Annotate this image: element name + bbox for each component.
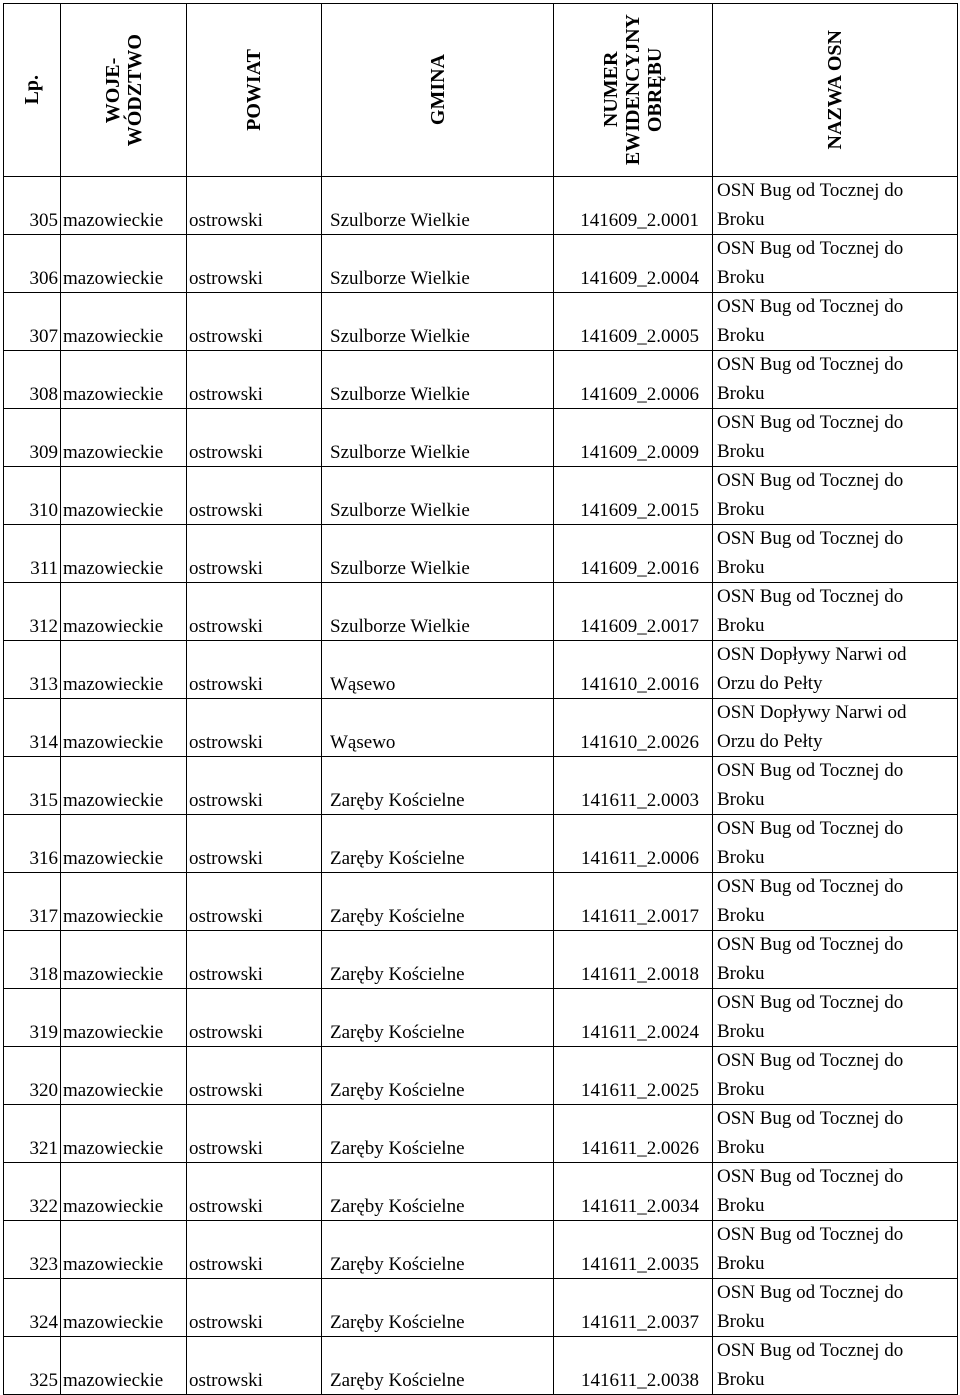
- cell-lp: 314: [4, 699, 61, 757]
- osn-name-line-1: OSN Bug od Tocznej do: [717, 934, 904, 955]
- cell-numer-ewidencyjny: 141611_2.0025: [554, 1047, 713, 1105]
- cell-powiat: ostrowski: [187, 931, 322, 989]
- cell-wojewodztwo: mazowieckie: [61, 235, 187, 293]
- cell-gmina: Szulborze Wielkie: [322, 293, 554, 351]
- cell-numer-ewidencyjny: 141610_2.0016: [554, 641, 713, 699]
- cell-gmina: Szulborze Wielkie: [322, 177, 554, 235]
- cell-nazwa-osn: [713, 989, 958, 1047]
- cell-numer-ewidencyjny: 141609_2.0015: [554, 467, 713, 525]
- cell-numer-ewidencyjny: 141609_2.0006: [554, 351, 713, 409]
- table-row: [4, 409, 958, 467]
- osn-name-line-2: Broku: [717, 498, 765, 520]
- table-row: [4, 641, 958, 699]
- cell-wojewodztwo: mazowieckie: [61, 873, 187, 931]
- header-lp-label: Lp.: [21, 75, 43, 105]
- cell-nazwa-osn: [713, 1163, 958, 1221]
- cell-gmina: Zaręby Kościelne: [322, 873, 554, 931]
- cell-numer-ewidencyjny: 141611_2.0018: [554, 931, 713, 989]
- cell-lp: 305: [4, 177, 61, 235]
- cell-powiat: ostrowski: [187, 1047, 322, 1105]
- cell-powiat: ostrowski: [187, 177, 322, 235]
- cell-gmina: Zaręby Kościelne: [322, 757, 554, 815]
- cell-lp: 310: [4, 467, 61, 525]
- table-row: [4, 351, 958, 409]
- cell-nazwa-osn: [713, 757, 958, 815]
- cell-lp: 311: [4, 525, 61, 583]
- header-gmina: [322, 4, 554, 177]
- cell-numer-ewidencyjny: 141610_2.0026: [554, 699, 713, 757]
- cell-gmina: Zaręby Kościelne: [322, 989, 554, 1047]
- cell-lp: 322: [4, 1163, 61, 1221]
- osn-name-line-2: Broku: [717, 962, 765, 984]
- table-row: [4, 1279, 958, 1337]
- cell-gmina: Szulborze Wielkie: [322, 467, 554, 525]
- cell-powiat: ostrowski: [187, 1105, 322, 1163]
- cell-lp: 307: [4, 293, 61, 351]
- osn-name-line-1: OSN Bug od Tocznej do: [717, 528, 904, 549]
- cell-wojewodztwo: mazowieckie: [61, 1337, 187, 1395]
- osn-name-line-1: OSN Dopływy Narwi od: [717, 702, 907, 723]
- osn-name-line-1: OSN Bug od Tocznej do: [717, 760, 904, 781]
- cell-powiat: ostrowski: [187, 1221, 322, 1279]
- cell-wojewodztwo: mazowieckie: [61, 757, 187, 815]
- cell-nazwa-osn: [713, 641, 958, 699]
- cell-nazwa-osn: [713, 467, 958, 525]
- cell-wojewodztwo: mazowieckie: [61, 1279, 187, 1337]
- header-powiat: [187, 4, 322, 177]
- cell-powiat: ostrowski: [187, 583, 322, 641]
- table-row: [4, 583, 958, 641]
- cell-nazwa-osn: [713, 873, 958, 931]
- osn-name-line-1: OSN Bug od Tocznej do: [717, 1050, 904, 1071]
- cell-numer-ewidencyjny: 141609_2.0001: [554, 177, 713, 235]
- cell-nazwa-osn: [713, 699, 958, 757]
- osn-table: [3, 3, 958, 1395]
- cell-powiat: ostrowski: [187, 641, 322, 699]
- osn-name-line-1: OSN Bug od Tocznej do: [717, 1108, 904, 1129]
- table-row: [4, 815, 958, 873]
- cell-gmina: Zaręby Kościelne: [322, 1221, 554, 1279]
- cell-wojewodztwo: mazowieckie: [61, 931, 187, 989]
- osn-name-line-2: Broku: [717, 1194, 765, 1216]
- cell-gmina: Zaręby Kościelne: [322, 1279, 554, 1337]
- table-row: [4, 177, 958, 235]
- cell-lp: 309: [4, 409, 61, 467]
- cell-numer-ewidencyjny: 141611_2.0026: [554, 1105, 713, 1163]
- cell-powiat: ostrowski: [187, 467, 322, 525]
- osn-name-line-2: Broku: [717, 788, 765, 810]
- cell-powiat: ostrowski: [187, 409, 322, 467]
- cell-wojewodztwo: mazowieckie: [61, 641, 187, 699]
- header-wojewodztwo-label: WOJE- WÓDZTWO: [101, 33, 146, 147]
- header-numer-label: NUMER EWIDENCYJNY OBRĘBU: [600, 14, 666, 166]
- cell-gmina: Zaręby Kościelne: [322, 1047, 554, 1105]
- cell-powiat: ostrowski: [187, 873, 322, 931]
- cell-nazwa-osn: [713, 1279, 958, 1337]
- cell-lp: 313: [4, 641, 61, 699]
- cell-lp: 306: [4, 235, 61, 293]
- cell-lp: 319: [4, 989, 61, 1047]
- osn-name-line-1: OSN Bug od Tocznej do: [717, 1166, 904, 1187]
- cell-nazwa-osn: [713, 235, 958, 293]
- cell-gmina: Wąsewo: [322, 699, 554, 757]
- cell-wojewodztwo: mazowieckie: [61, 351, 187, 409]
- osn-name-line-1: OSN Bug od Tocznej do: [717, 818, 904, 839]
- table-row: [4, 989, 958, 1047]
- osn-name-line-1: OSN Bug od Tocznej do: [717, 876, 904, 897]
- table-row: [4, 293, 958, 351]
- cell-powiat: ostrowski: [187, 1337, 322, 1395]
- cell-numer-ewidencyjny: 141609_2.0009: [554, 409, 713, 467]
- cell-nazwa-osn: [713, 815, 958, 873]
- cell-powiat: ostrowski: [187, 757, 322, 815]
- cell-powiat: ostrowski: [187, 1279, 322, 1337]
- osn-name-line-1: OSN Bug od Tocznej do: [717, 992, 904, 1013]
- cell-powiat: ostrowski: [187, 815, 322, 873]
- osn-name-line-1: OSN Bug od Tocznej do: [717, 1340, 904, 1361]
- osn-name-line-2: Broku: [717, 1078, 765, 1100]
- table-body: [4, 177, 958, 1395]
- osn-name-line-2: Broku: [717, 208, 765, 230]
- cell-gmina: Zaręby Kościelne: [322, 815, 554, 873]
- cell-gmina: Szulborze Wielkie: [322, 235, 554, 293]
- header-numer: [554, 4, 713, 177]
- cell-numer-ewidencyjny: 141609_2.0005: [554, 293, 713, 351]
- cell-numer-ewidencyjny: 141611_2.0017: [554, 873, 713, 931]
- cell-nazwa-osn: [713, 1337, 958, 1395]
- cell-wojewodztwo: mazowieckie: [61, 525, 187, 583]
- osn-name-line-1: OSN Dopływy Narwi od: [717, 644, 907, 665]
- osn-name-line-1: OSN Bug od Tocznej do: [717, 1224, 904, 1245]
- table-row: [4, 1105, 958, 1163]
- cell-lp: 317: [4, 873, 61, 931]
- cell-lp: 308: [4, 351, 61, 409]
- header-wojewodztwo: [61, 4, 187, 177]
- cell-gmina: Szulborze Wielkie: [322, 409, 554, 467]
- cell-numer-ewidencyjny: 141611_2.0024: [554, 989, 713, 1047]
- table-row: [4, 1337, 958, 1395]
- cell-lp: 320: [4, 1047, 61, 1105]
- cell-wojewodztwo: mazowieckie: [61, 177, 187, 235]
- osn-name-line-2: Broku: [717, 324, 765, 346]
- osn-name-line-1: OSN Bug od Tocznej do: [717, 412, 904, 433]
- cell-wojewodztwo: mazowieckie: [61, 1221, 187, 1279]
- cell-wojewodztwo: mazowieckie: [61, 815, 187, 873]
- table-row: [4, 757, 958, 815]
- cell-powiat: ostrowski: [187, 351, 322, 409]
- table-row: [4, 1221, 958, 1279]
- cell-numer-ewidencyjny: 141611_2.0034: [554, 1163, 713, 1221]
- osn-name-line-2: Broku: [717, 556, 765, 578]
- header-row: [4, 4, 958, 177]
- osn-name-line-2: Orzu do Pełty: [717, 730, 823, 752]
- cell-numer-ewidencyjny: 141611_2.0035: [554, 1221, 713, 1279]
- cell-nazwa-osn: [713, 931, 958, 989]
- osn-name-line-1: OSN Bug od Tocznej do: [717, 180, 904, 201]
- cell-lp: 323: [4, 1221, 61, 1279]
- cell-nazwa-osn: [713, 525, 958, 583]
- cell-gmina: Zaręby Kościelne: [322, 931, 554, 989]
- cell-nazwa-osn: [713, 583, 958, 641]
- cell-wojewodztwo: mazowieckie: [61, 1105, 187, 1163]
- cell-gmina: Wąsewo: [322, 641, 554, 699]
- cell-numer-ewidencyjny: 141609_2.0016: [554, 525, 713, 583]
- cell-lp: 312: [4, 583, 61, 641]
- osn-name-line-2: Broku: [717, 1020, 765, 1042]
- header-nazwa-osn: [713, 4, 958, 177]
- osn-name-line-2: Broku: [717, 614, 765, 636]
- osn-name-line-1: OSN Bug od Tocznej do: [717, 1282, 904, 1303]
- osn-name-line-2: Broku: [717, 440, 765, 462]
- cell-gmina: Zaręby Kościelne: [322, 1337, 554, 1395]
- cell-lp: 321: [4, 1105, 61, 1163]
- table-row: [4, 931, 958, 989]
- osn-name-line-1: OSN Bug od Tocznej do: [717, 354, 904, 375]
- cell-gmina: Szulborze Wielkie: [322, 351, 554, 409]
- cell-numer-ewidencyjny: 141609_2.0004: [554, 235, 713, 293]
- osn-name-line-2: Broku: [717, 1310, 765, 1332]
- cell-lp: 316: [4, 815, 61, 873]
- cell-nazwa-osn: [713, 409, 958, 467]
- header-powiat-label: POWIAT: [243, 49, 265, 131]
- cell-powiat: ostrowski: [187, 1163, 322, 1221]
- osn-name-line-1: OSN Bug od Tocznej do: [717, 586, 904, 607]
- osn-name-line-1: OSN Bug od Tocznej do: [717, 470, 904, 491]
- osn-name-line-2: Broku: [717, 266, 765, 288]
- cell-gmina: Zaręby Kościelne: [322, 1163, 554, 1221]
- cell-lp: 325: [4, 1337, 61, 1395]
- cell-nazwa-osn: [713, 1105, 958, 1163]
- table-row: [4, 1163, 958, 1221]
- cell-gmina: Zaręby Kościelne: [322, 1105, 554, 1163]
- osn-name-line-1: OSN Bug od Tocznej do: [717, 238, 904, 259]
- cell-nazwa-osn: [713, 293, 958, 351]
- osn-name-line-2: Broku: [717, 904, 765, 926]
- cell-wojewodztwo: mazowieckie: [61, 409, 187, 467]
- osn-name-line-2: Orzu do Pełty: [717, 672, 823, 694]
- osn-name-line-2: Broku: [717, 846, 765, 868]
- osn-name-line-2: Broku: [717, 1136, 765, 1158]
- cell-wojewodztwo: mazowieckie: [61, 699, 187, 757]
- cell-powiat: ostrowski: [187, 989, 322, 1047]
- cell-wojewodztwo: mazowieckie: [61, 1163, 187, 1221]
- document-page: [3, 3, 958, 1395]
- cell-powiat: ostrowski: [187, 525, 322, 583]
- cell-nazwa-osn: [713, 351, 958, 409]
- cell-numer-ewidencyjny: 141611_2.0003: [554, 757, 713, 815]
- table-row: [4, 525, 958, 583]
- osn-name-line-1: OSN Bug od Tocznej do: [717, 296, 904, 317]
- table-row: [4, 467, 958, 525]
- osn-name-line-2: Broku: [717, 382, 765, 404]
- osn-name-line-2: Broku: [717, 1368, 765, 1390]
- cell-lp: 318: [4, 931, 61, 989]
- cell-wojewodztwo: mazowieckie: [61, 293, 187, 351]
- cell-lp: 324: [4, 1279, 61, 1337]
- cell-numer-ewidencyjny: 141611_2.0038: [554, 1337, 713, 1395]
- cell-gmina: Szulborze Wielkie: [322, 525, 554, 583]
- header-lp: [4, 4, 61, 177]
- cell-gmina: Szulborze Wielkie: [322, 583, 554, 641]
- cell-wojewodztwo: mazowieckie: [61, 989, 187, 1047]
- header-gmina-label: GMINA: [426, 54, 449, 126]
- cell-nazwa-osn: [713, 1221, 958, 1279]
- cell-numer-ewidencyjny: 141611_2.0037: [554, 1279, 713, 1337]
- cell-powiat: ostrowski: [187, 699, 322, 757]
- cell-lp: 315: [4, 757, 61, 815]
- cell-powiat: ostrowski: [187, 293, 322, 351]
- table-row: [4, 699, 958, 757]
- cell-numer-ewidencyjny: 141611_2.0006: [554, 815, 713, 873]
- cell-wojewodztwo: mazowieckie: [61, 467, 187, 525]
- cell-wojewodztwo: mazowieckie: [61, 1047, 187, 1105]
- cell-numer-ewidencyjny: 141609_2.0017: [554, 583, 713, 641]
- header-nazwa-osn-label: NAZWA OSN: [824, 30, 846, 150]
- cell-nazwa-osn: [713, 1047, 958, 1105]
- table-row: [4, 1047, 958, 1105]
- cell-powiat: ostrowski: [187, 235, 322, 293]
- cell-wojewodztwo: mazowieckie: [61, 583, 187, 641]
- table-row: [4, 873, 958, 931]
- osn-name-line-2: Broku: [717, 1252, 765, 1274]
- table-row: [4, 235, 958, 293]
- cell-nazwa-osn: [713, 177, 958, 235]
